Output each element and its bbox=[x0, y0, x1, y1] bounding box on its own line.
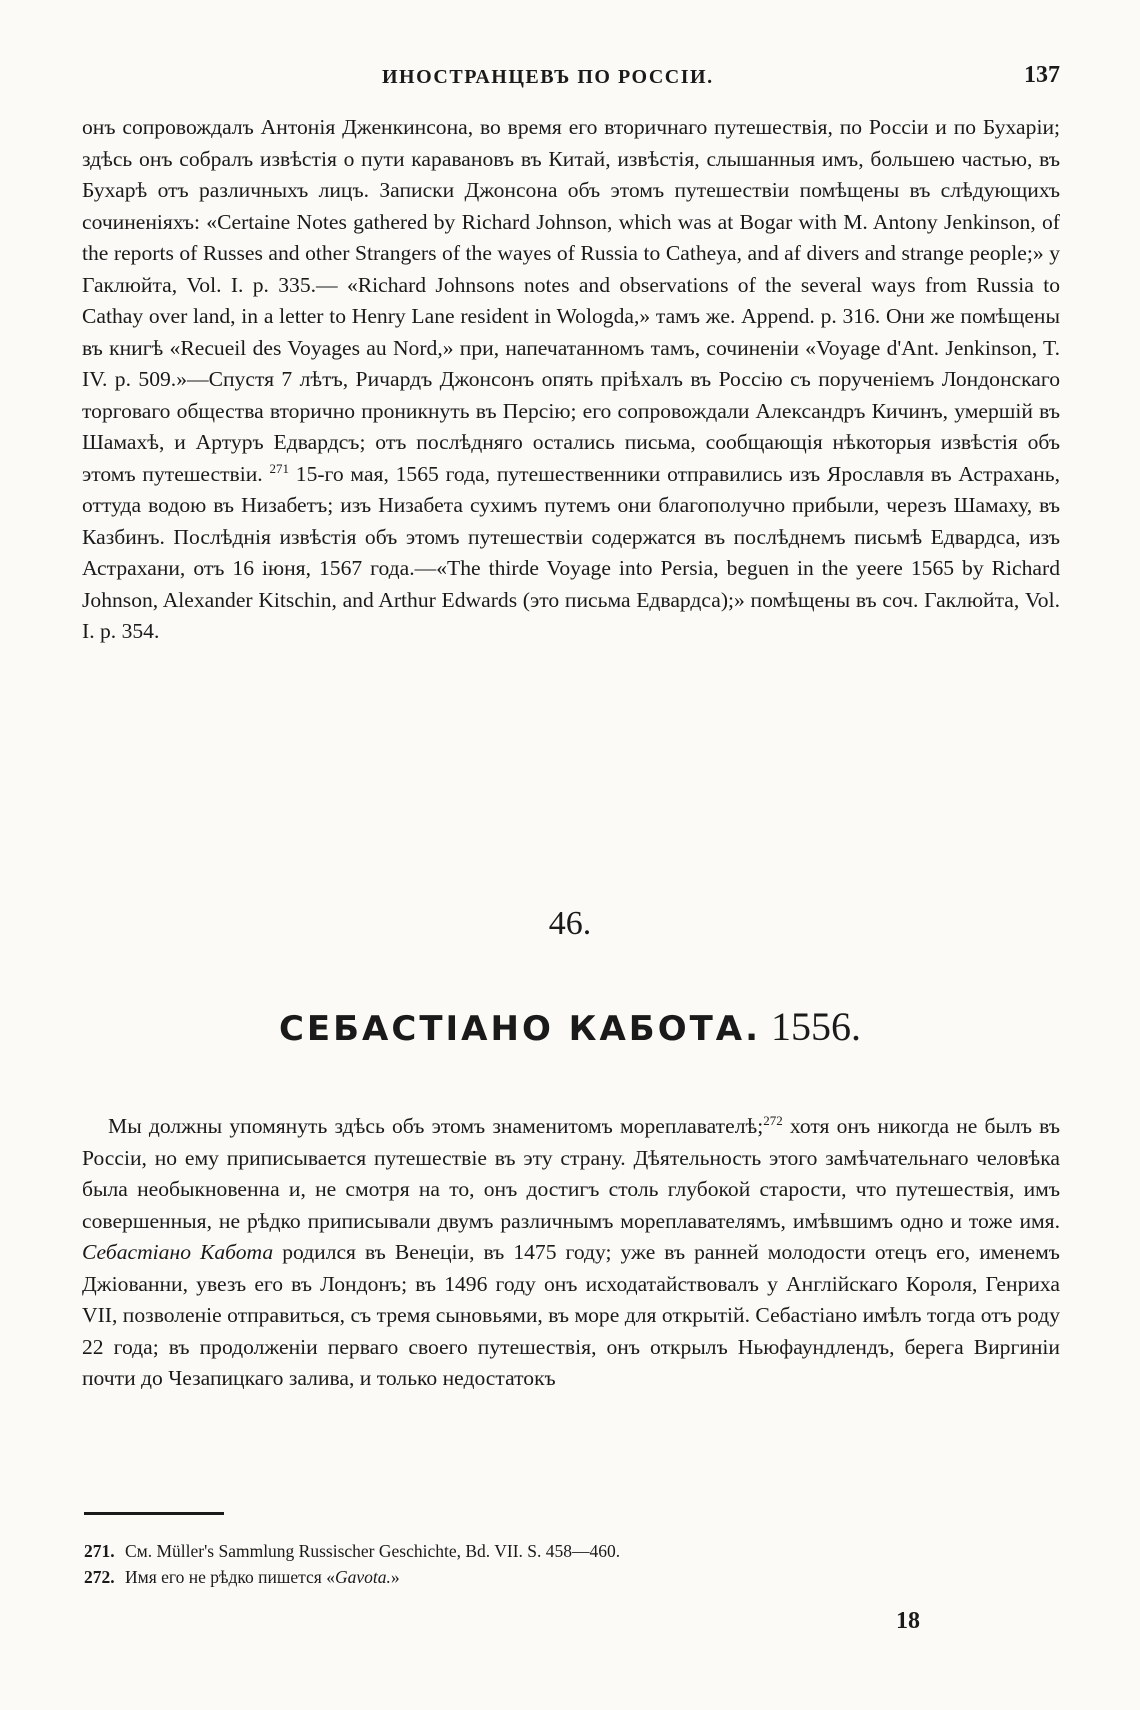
page-number: 137 bbox=[1024, 62, 1060, 88]
paragraph-text: онъ сопровождалъ Антонія Дженкинсона, во время его вторичнаго путешествія, по Россіи и по Бухаріи; здѣсь онъ собралъ извѣстія о пути каравановъ въ Китай, извѣстія, слышанныя имъ, большею частью, въ Бухарѣ отъ различныхъ лицъ. Записки Джонсона объ этомъ путешествіи помѣщены въ слѣдующихъ сочиненіяхъ: «Certaine Notes gathered by Richard Johnson, which was at Bogar with M. Antony Jenkinson, of the reports of Russes and other Strangers of the wayes of Russia to Catheya, and af divers and strange people;» у Гаклюйта, Vol. I. p. 335.— «Richard Johnsons notes and observations of the several ways from Russia to Cathay over land, in a letter to Henry Lane resident in Wologda,» тамъ же. Append. p. 316. Они же помѣщены въ книгѣ «Recueil des Voyages au Nord,» при, напечатанномъ тамъ, сочиненіи «Voyage d'Ant. Jenkinson, T. IV. p. 509.»—Спустя 7 лѣтъ, Ричардъ Джонсонъ опять пріѣхалъ въ Россію съ порученіемъ Лондонскаго торговаго общества вторично проникнуть въ Персію; его сопровождали Александръ Кичинъ, умершій въ Шамахѣ, и Артуръ Едвардсъ; отъ послѣдняго остались письма, сообщающія нѣкоторыя извѣстія объ этомъ путешествіи. bbox=[82, 115, 1060, 486]
paragraph-continued bbox=[82, 112, 1060, 648]
section-heading-name: СЕБАСТІАНО КАБОТА. bbox=[278, 1009, 762, 1049]
footnote-rule bbox=[84, 1512, 224, 1515]
footnote-italic: Gavota. bbox=[334, 1567, 391, 1587]
paragraph-text: Мы должны упомянуть здѣсь объ этомъ знаменитомъ мореплавателѣ; bbox=[108, 1114, 764, 1138]
paragraph-text: хотя онъ никогда не былъ въ Россіи, но ему приписывается путешествіе въ эту страну. Дѣятельность этого замѣчательнаго человѣка была необыкновенна и, не смотря на то, онъ достигъ столь глубокой старости, что путешествія, имъ совершенныя, не рѣдко приписывали двумъ различнымъ мореплавателямъ, имѣвшимъ одно и тоже имя. bbox=[82, 1114, 1061, 1233]
section-heading bbox=[0, 1004, 1140, 1052]
footnote-reference: 271 bbox=[269, 460, 289, 476]
footnote-text-end: » bbox=[390, 1567, 400, 1587]
footnote bbox=[84, 1564, 1044, 1590]
paragraph-text: родился въ Венеціи, въ 1475 году; уже въ ранней молодости отецъ его, именемъ Джіованни, увезъ его въ Лондонъ; въ 1496 году онъ исходатайствовалъ у Англійскаго Короля, Генриха VII, позволеніе отправиться, съ тремя сыновьями, въ море для открытій. Себастіано имѣлъ тогда отъ роду 22 года; въ продолженіи перваго своего путешествія, онъ открылъ Ньюфаундлендъ, берега Виргиніи почти до Чезапицкаго залива, и только недостатокъ bbox=[82, 1240, 1060, 1390]
running-title: ИНОСТРАНЦЕВЪ ПО РОССІИ. bbox=[382, 66, 714, 88]
footnote-reference: 272 bbox=[763, 1113, 783, 1128]
paragraph-text: 15-го мая, 1565 года, путешественники отправились изъ Ярославля въ Астрахань, оттуда водою въ Низабетъ; изъ Низабета сухимъ путемъ они благополучно прибыли, черезъ Шамаху, въ Казбинъ. Послѣднія извѣстія объ этомъ путешествіи содержатся въ послѣднемъ письмѣ Едвардса, изъ Астрахани, отъ 16 іюня, 1567 года.—«The thirde Voyage into Persia, beguen in the yeere 1565 by Richard Johnson, Alexander Kitschin, and Arthur Edwards (это письма Едвардса);» помѣщены въ соч. Гаклюйта, Vol. I. p. 354. bbox=[82, 461, 1060, 643]
running-head bbox=[82, 62, 1060, 96]
section-paragraph bbox=[82, 1111, 1060, 1395]
footnote-number: 271. bbox=[84, 1541, 115, 1561]
footnote bbox=[84, 1538, 1044, 1564]
footnote-text: Имя его не рѣдко пишется « bbox=[125, 1567, 335, 1587]
signature-mark: 18 bbox=[896, 1608, 920, 1634]
footnote-number: 272. bbox=[84, 1567, 115, 1587]
footnotes bbox=[84, 1538, 1044, 1590]
section-number: 46. bbox=[548, 905, 592, 942]
section-heading-year: 1556. bbox=[771, 1004, 862, 1049]
italic-name: Себастіано Кабота bbox=[82, 1240, 274, 1264]
footnote-text: См. Müller's Sammlung Russischer Geschichte, Bd. VII. S. 458—460. bbox=[125, 1541, 621, 1561]
